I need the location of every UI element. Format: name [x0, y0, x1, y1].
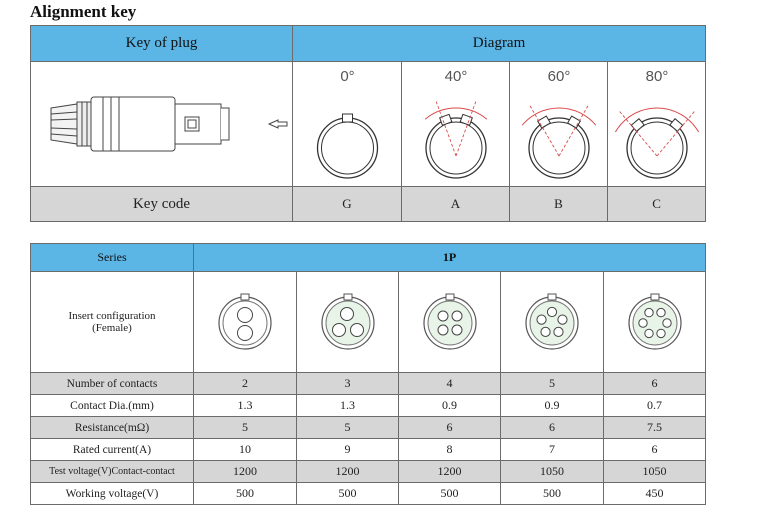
- contact-hole: [340, 308, 353, 321]
- row-label-test-voltage: Test voltage(V)Contact-contact: [31, 461, 194, 483]
- insert-diagram-3-contacts: [318, 292, 378, 352]
- ring-inner: [533, 122, 585, 174]
- insert-key: [344, 294, 352, 300]
- contact-hole: [541, 327, 550, 336]
- contact-hole: [662, 319, 670, 327]
- insert-key: [651, 294, 659, 300]
- cell: 500: [297, 483, 399, 505]
- contact-hole: [554, 327, 563, 336]
- key-diagram-80: [609, 64, 705, 184]
- cell: 9: [297, 439, 399, 461]
- cell: 6: [399, 417, 501, 439]
- cell: 4: [399, 373, 501, 395]
- angle-label: 60°: [547, 68, 570, 85]
- insert-key: [548, 294, 556, 300]
- angle-arc: [615, 108, 698, 132]
- ring-outer: [426, 118, 486, 178]
- table-row: [31, 439, 706, 461]
- series-label: Series: [31, 244, 194, 272]
- angle-label: 80°: [645, 68, 668, 85]
- diagram-key-g: [293, 62, 402, 187]
- table-row: [31, 417, 706, 439]
- cell: 6: [604, 373, 706, 395]
- insert-key: [241, 294, 249, 300]
- contact-hole: [537, 315, 546, 324]
- contact-hole: [638, 319, 646, 327]
- cell: 1200: [194, 461, 297, 483]
- key-code-c: C: [608, 187, 706, 222]
- cell: 1050: [604, 461, 706, 483]
- row-label-contacts: Number of contacts: [31, 373, 194, 395]
- table-row: [31, 373, 706, 395]
- cell: 2: [194, 373, 297, 395]
- cell: 500: [399, 483, 501, 505]
- insert-inner: [428, 301, 472, 345]
- insert-cell-3: [297, 272, 399, 373]
- key-code-label: Key code: [31, 187, 293, 222]
- row-label-dia: Contact Dia.(mm): [31, 395, 194, 417]
- cell: 5: [194, 417, 297, 439]
- key-code-b: B: [510, 187, 608, 222]
- contact-hole: [332, 324, 345, 337]
- contact-hole: [438, 311, 448, 321]
- contact-hole: [656, 308, 664, 316]
- cell: 0.7: [604, 395, 706, 417]
- cell: 7: [501, 439, 604, 461]
- contact-hole: [558, 315, 567, 324]
- insert-diagram-6-contacts: [625, 292, 685, 352]
- plug-drawing-cell: [31, 62, 293, 187]
- ring-outer: [529, 118, 589, 178]
- table-row: [31, 461, 706, 483]
- insert-label-line1: Insert configuration: [68, 310, 156, 322]
- key-diagram-0: [295, 64, 400, 184]
- contact-hole: [644, 329, 652, 337]
- angle-label: 40°: [444, 68, 467, 85]
- contact-hole: [238, 308, 253, 323]
- contact-hole: [350, 324, 363, 337]
- cell: 3: [297, 373, 399, 395]
- insert-cell-6: [604, 272, 706, 373]
- insert-key: [446, 294, 454, 300]
- cell: 1200: [297, 461, 399, 483]
- cell: 0.9: [399, 395, 501, 417]
- diagram-header: Diagram: [293, 26, 706, 62]
- key-diagram-60: [511, 64, 607, 184]
- ring-inner: [430, 122, 482, 174]
- insert-cell-2: [194, 272, 297, 373]
- diagram-key-b: [510, 62, 608, 187]
- contact-hole: [656, 329, 664, 337]
- cell: 8: [399, 439, 501, 461]
- insert-configuration-label: [31, 272, 194, 373]
- key-code-a: A: [402, 187, 510, 222]
- insert-diagram-4-contacts: [420, 292, 480, 352]
- row-label-working-voltage: Working voltage(V): [31, 483, 194, 505]
- insert-diagram-5-contacts: [522, 292, 582, 352]
- contact-hole: [438, 325, 448, 335]
- cell: 5: [297, 417, 399, 439]
- ring-inner: [321, 122, 373, 174]
- key-diagram-40: [404, 64, 508, 184]
- ring-outer: [317, 118, 377, 178]
- cell: 7.5: [604, 417, 706, 439]
- contact-hole: [547, 307, 556, 316]
- contact-hole: [644, 308, 652, 316]
- contact-hole: [452, 325, 462, 335]
- cell: 1050: [501, 461, 604, 483]
- cell: 6: [604, 439, 706, 461]
- plug-drawing: [33, 64, 291, 184]
- insert-diagram-2-contacts: [215, 292, 275, 352]
- table-row: [31, 395, 706, 417]
- cell: 1.3: [297, 395, 399, 417]
- table-row: [31, 483, 706, 505]
- cell: 5: [501, 373, 604, 395]
- diagram-key-a: [402, 62, 510, 187]
- cell: 500: [501, 483, 604, 505]
- page-title: Alignment key: [30, 2, 137, 21]
- cell: 10: [194, 439, 297, 461]
- alignment-key-table: [30, 25, 706, 222]
- insert-cell-4: [399, 272, 501, 373]
- contact-hole: [238, 326, 253, 341]
- cell: 6: [501, 417, 604, 439]
- insert-label-line2: (Female): [92, 322, 132, 334]
- row-label-resistance: Resistance(mΩ): [31, 417, 194, 439]
- cell: 500: [194, 483, 297, 505]
- cell: 450: [604, 483, 706, 505]
- angle-label: 0°: [339, 68, 355, 85]
- key-notch: [567, 116, 580, 128]
- cell: 1.3: [194, 395, 297, 417]
- contact-hole: [452, 311, 462, 321]
- key-code-g: G: [293, 187, 402, 222]
- cell: 0.9: [501, 395, 604, 417]
- specification-table: [30, 243, 706, 505]
- series-value: 1P: [194, 244, 706, 272]
- cell: 1200: [399, 461, 501, 483]
- key-notch: [537, 116, 550, 128]
- row-label-current: Rated current(A): [31, 439, 194, 461]
- key-notch: [342, 114, 352, 122]
- key-of-plug-header: Key of plug: [31, 26, 293, 62]
- diagram-key-c: [608, 62, 706, 187]
- insert-cell-5: [501, 272, 604, 373]
